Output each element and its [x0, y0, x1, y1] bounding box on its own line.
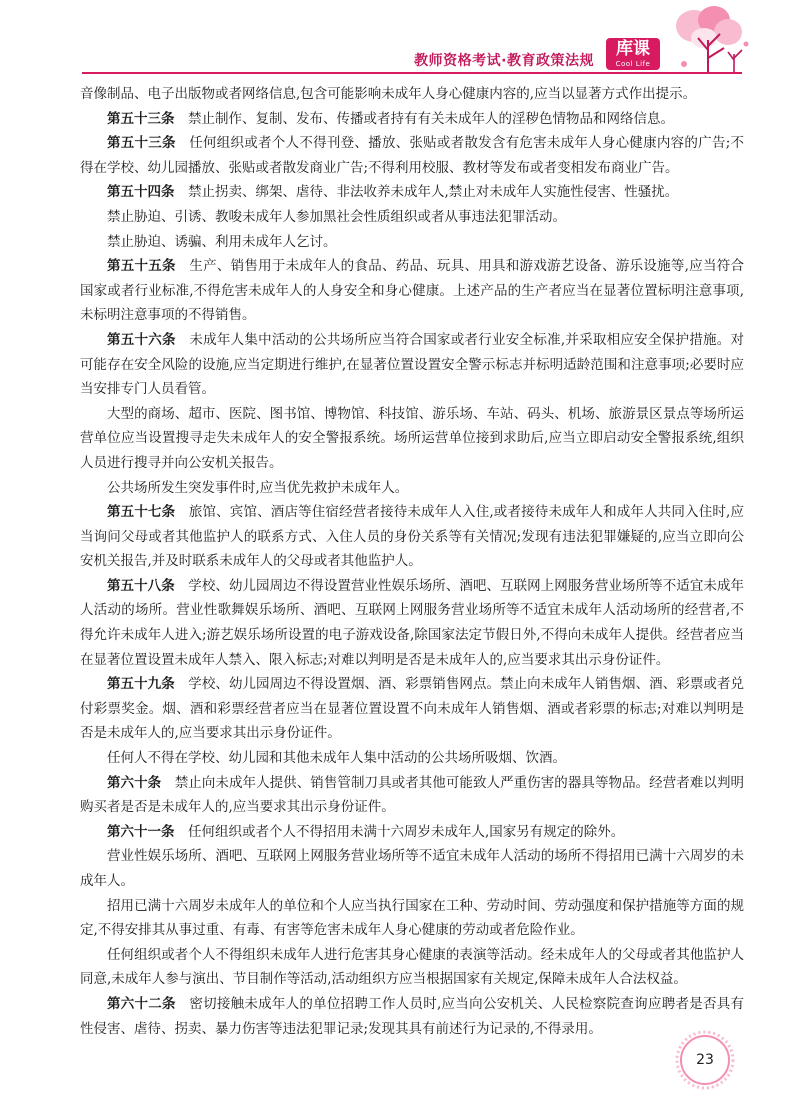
paragraph-text: 任何组织或者个人不得招用未满十六周岁未成年人,国家另有规定的除外。: [188, 823, 625, 840]
paragraph: [80, 820, 744, 845]
header-title: 教师资格考试·教育政策法规: [414, 53, 594, 69]
article-number: 第五十三条: [107, 110, 175, 127]
paragraph-text: 营业性娱乐场所、酒吧、互联网上网服务营业场所等不适宜未成年人活动的场所不得招用已满十六周岁的未成年人。: [80, 848, 744, 889]
page-number-badge: [674, 1029, 736, 1091]
paragraph: [80, 205, 744, 230]
article-number: 第五十八条: [107, 577, 175, 594]
paragraph: [80, 574, 744, 672]
article-number: 第五十三条: [107, 135, 176, 152]
tree-decoration-icon: [664, 4, 754, 74]
article-number: 第六十二条: [107, 995, 176, 1012]
logo-sub-text: Cool Life: [615, 60, 651, 68]
page-number: 23: [696, 1052, 714, 1068]
paragraph: [80, 476, 744, 501]
paragraph-text: 禁止向未成年人提供、销售管制刀具或者其他可能致人严重伤害的器具等物品。经营者难以判明购买者是否是未成年人的,应当要求其出示身份证件。: [80, 774, 745, 816]
paragraph-text: 任何组织或者个人不得刊登、播放、张贴或者散发含有危害未成年人身心健康内容的广告;不得在学校、幼儿园播放、张贴或者散发商业广告;不得利用校服、教材等发布或者变相发布商业广告。: [80, 135, 744, 176]
article-number: 第六十条: [107, 774, 162, 791]
logo-main-text: 库课: [616, 39, 650, 59]
paragraph: [80, 943, 744, 992]
header-divider: [82, 72, 742, 74]
article-number: 第五十五条: [107, 258, 176, 275]
paragraph: [80, 746, 744, 771]
paragraph: [80, 771, 744, 820]
paragraph-text: 禁止胁迫、引诱、教唆未成年人参加黑社会性质组织或者从事违法犯罪活动。: [107, 208, 566, 225]
paragraph-text: 未成年人集中活动的公共场所应当符合国家或者行业安全标准,并采取相应安全保护措施。对可能存在安全风险的设施,应当定期进行维护,在显著位置设置安全警示标志并标明适龄范围和注意事项;必要时应当安排专门人员看管。: [80, 331, 745, 398]
paragraph-text: 生产、销售用于未成年人的食品、药品、玩具、用具和游戏游艺设备、游乐设施等,应当符合国家或者行业标准,不得危害未成年人的人身安全和身心健康。上述产品的生产者应当在显著位置标明注意事项,未标明注意事项的不得销售。: [80, 258, 745, 324]
paragraph: [80, 131, 744, 180]
paragraph: [80, 672, 744, 746]
brand-logo: [606, 38, 660, 70]
paragraph-text: 密切接触未成年人的单位招聘工作人员时,应当向公安机关、人民检察院查询应聘者是否具有性侵害、虐待、拐卖、暴力伤害等违法犯罪记录;发现其具有前述行为记录的,不得录用。: [80, 995, 745, 1037]
article-number: 第五十九条: [107, 676, 175, 693]
paragraph-text: 禁止拐卖、绑架、虐待、非法收养未成年人,禁止对未成年人实施性侵害、性骚扰。: [188, 184, 679, 201]
paragraph-text: 学校、幼儿园周边不得设置营业性娱乐场所、酒吧、互联网上网服务营业场所等不适宜未成年人活动的场所。营业性歌舞娱乐场所、酒吧、互联网上网服务营业场所等不适宜未成年人活动场所的经营者,不得允许未成年人进入;游艺娱乐场所设置的电子游戏设备,除国家法定节假日外,不得向未成年人提供。经营者应当在显著位置设置未成年人禁入、限入标志;对难以判明是否是未成年人的,应当要求其出示身份证件。: [80, 577, 745, 668]
paragraph-text: 公共场所发生突发事件时,应当优先救护未成年人。: [107, 479, 409, 496]
document-body: [80, 82, 744, 1041]
paragraph-text: 招用已满十六周岁未成年人的单位和个人应当执行国家在工种、劳动时间、劳动强度和保护措施等方面的规定,不得安排其从事过重、有毒、有害等危害未成年人身心健康的劳动或者危险作业。: [80, 897, 744, 939]
article-number: 第五十七条: [107, 504, 176, 521]
paragraph: [80, 107, 744, 132]
article-number: 第六十一条: [107, 823, 175, 840]
paragraph: [80, 328, 744, 402]
paragraph: [80, 992, 744, 1041]
paragraph: [80, 500, 744, 574]
paragraph: [80, 82, 744, 107]
paragraph-text: 大型的商场、超市、医院、图书馆、博物馆、科技馆、游乐场、车站、码头、机场、旅游景区景点等场所运营单位应当设置搜寻走失未成年人的安全警报系统。场所运营单位接到求助后,应当立即启动安全警报系统,组织人员进行搜寻并向公安机关报告。: [80, 405, 744, 471]
article-number: 第五十四条: [107, 184, 175, 201]
paragraph: [80, 180, 744, 205]
page-header: [0, 0, 800, 78]
paragraph-text: 学校、幼儿园周边不得设置烟、酒、彩票销售网点。禁止向未成年人销售烟、酒、彩票或者兑付彩票奖金。烟、酒和彩票经营者应当在显著位置设置不向未成年人销售烟、酒或者彩票的标志;对难以判明是否是未成年人的,应当要求其出示身份证件。: [80, 676, 745, 742]
article-number: 第五十六条: [107, 331, 176, 348]
paragraph: [80, 844, 744, 893]
paragraph: [80, 254, 744, 328]
paragraph: [80, 402, 744, 476]
paragraph: [80, 894, 744, 943]
paragraph-text: 旅馆、宾馆、酒店等住宿经营者接待未成年人入住,或者接待未成年人和成年人共同入住时,应当询问父母或者其他监护人的联系方式、入住人员的身份关系等有关情况;发现有违法犯罪嫌疑的,应当立即向公安机关报告,并及时联系未成年人的父母或者其他监护人。: [80, 504, 744, 570]
paragraph-text: 音像制品、电子出版物或者网络信息,包含可能影响未成年人身心健康内容的,应当以显著方式作出提示。: [80, 86, 697, 102]
paragraph-text: 禁止制作、复制、发布、传播或者持有有关未成年人的淫秽色情物品和网络信息。: [188, 110, 674, 127]
paragraph-text: 任何组织或者个人不得组织未成年人进行危害其身心健康的表演等活动。经未成年人的父母或者其他监护人同意,未成年人参与演出、节目制作等活动,活动组织方应当根据国家有关规定,保障未成年人合法权益。: [80, 946, 744, 988]
paragraph: [80, 230, 744, 255]
paragraph-text: 禁止胁迫、诱骗、利用未成年人乞讨。: [107, 233, 337, 250]
paragraph-text: 任何人不得在学校、幼儿园和其他未成年人集中活动的公共场所吸烟、饮酒。: [107, 750, 566, 767]
